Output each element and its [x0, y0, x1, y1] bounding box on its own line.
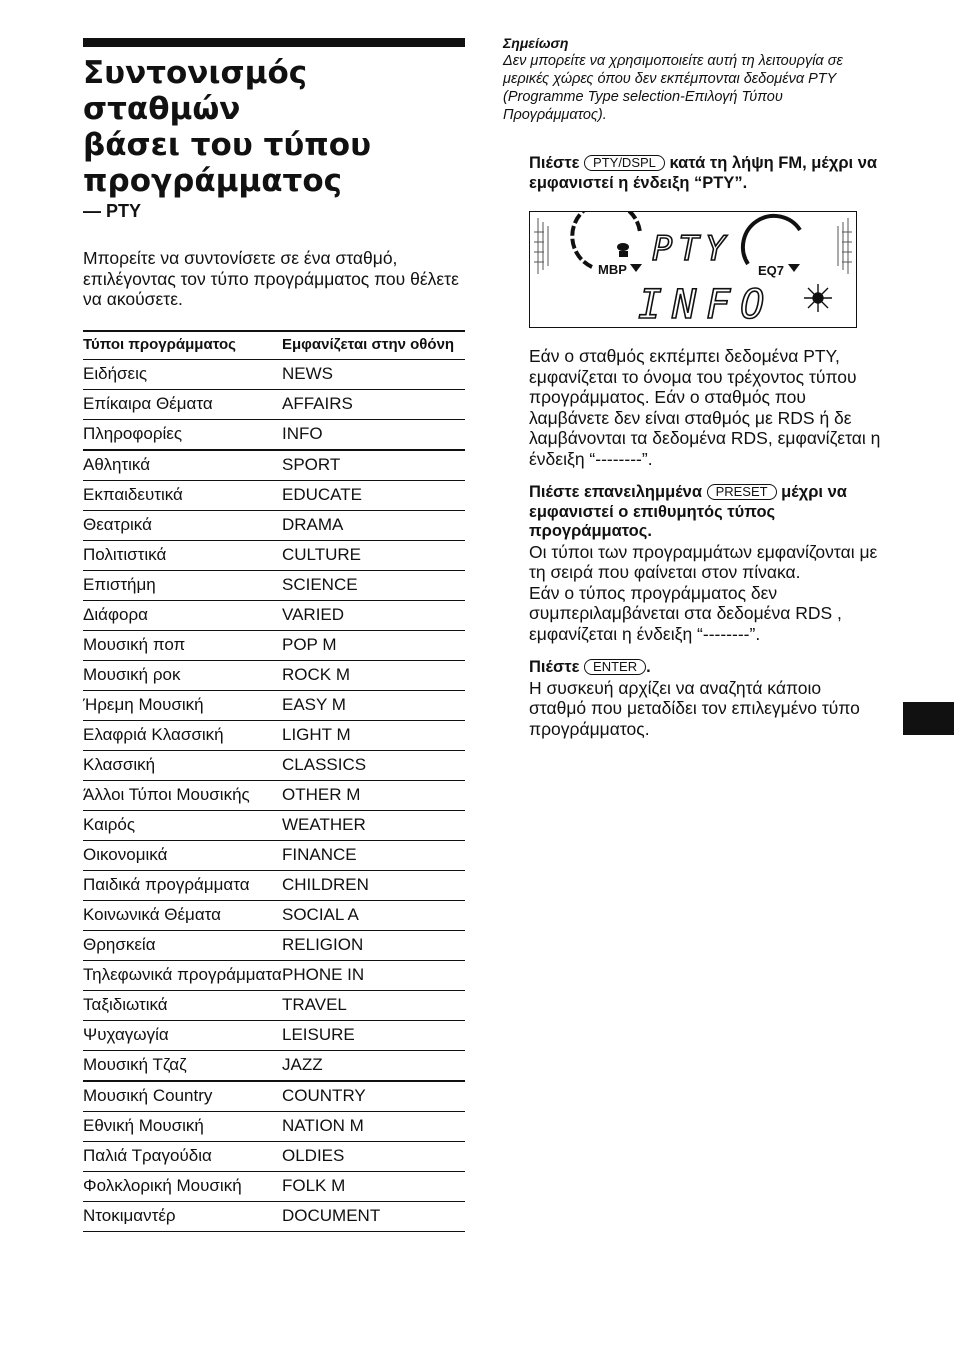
table-row: [83, 780, 465, 810]
program-type-cell: Φολκλορική Μουσική: [83, 1171, 282, 1201]
step-1-pre: Πιέστε: [529, 154, 580, 172]
display-code-cell: FINANCE: [282, 840, 465, 870]
display-code-cell: SCIENCE: [282, 570, 465, 600]
display-code-cell: SPORT: [282, 450, 465, 481]
header-program-type: Τύποι προγράμματος: [83, 331, 282, 360]
lcd-line-2: INFO: [638, 282, 775, 327]
table-row: [83, 359, 465, 389]
table-row: [83, 990, 465, 1020]
display-code-cell: FOLK M: [282, 1171, 465, 1201]
display-code-cell: ROCK M: [282, 660, 465, 690]
lcd-label-mbp: MBP: [598, 262, 627, 277]
program-type-cell: Εκπαιδευτικά: [83, 480, 282, 510]
blink-star-icon: [804, 284, 832, 312]
step-2-instruction: [529, 483, 881, 542]
lcd-label-eq: EQ7: [758, 263, 785, 278]
table-row: [83, 930, 465, 960]
pty-table: [83, 330, 465, 1232]
program-type-cell: Κοινωνικά Θέματα: [83, 900, 282, 930]
program-type-cell: Παλιά Τραγούδια: [83, 1141, 282, 1171]
table-row: [83, 389, 465, 419]
table-row: [83, 1111, 465, 1141]
page-subtitle: — PTY: [83, 201, 142, 221]
program-type-cell: Ψυχαγωγία: [83, 1020, 282, 1050]
table-row: [83, 480, 465, 510]
program-type-cell: Μουσική ροκ: [83, 660, 282, 690]
display-code-cell: EDUCATE: [282, 480, 465, 510]
table-row: [83, 450, 465, 481]
program-type-cell: Μουσική Τζαζ: [83, 1050, 282, 1081]
table-row: [83, 870, 465, 900]
step-2-post: μέχρι να εμφανιστεί ο επιθυμητός τύπος προγράμματος.: [529, 483, 847, 540]
display-code-cell: WEATHER: [282, 810, 465, 840]
lcd-display-illustration: [529, 211, 857, 328]
note-title: Σημείωση: [503, 35, 569, 51]
table-row: [83, 600, 465, 630]
title-line: προγράμματος: [83, 163, 342, 199]
program-type-cell: Εθνική Μουσική: [83, 1111, 282, 1141]
table-row: [83, 810, 465, 840]
steps: [529, 154, 881, 739]
display-code-cell: CLASSICS: [282, 750, 465, 780]
table-row: [83, 1171, 465, 1201]
program-type-cell: Διάφορα: [83, 600, 282, 630]
program-type-cell: Κλασσική: [83, 750, 282, 780]
program-type-cell: Άλλοι Τύποι Μουσικής: [83, 780, 282, 810]
display-code-cell: DRAMA: [282, 510, 465, 540]
table-row: [83, 1141, 465, 1171]
display-code-cell: CULTURE: [282, 540, 465, 570]
display-code-cell: DOCUMENT: [282, 1201, 465, 1231]
display-code-cell: LIGHT M: [282, 720, 465, 750]
program-type-cell: Πολιτιστικά: [83, 540, 282, 570]
table-row: [83, 570, 465, 600]
step-3-pre: Πιέστε: [529, 658, 580, 676]
program-type-cell: Θρησκεία: [83, 930, 282, 960]
lcd-line-1: PTY: [652, 229, 732, 269]
step-1-post: κατά τη λήψη FM, μέχρι να εμφανιστεί η ένδειξη “PTY”.: [529, 154, 878, 192]
table-row: [83, 419, 465, 450]
step-2-description-2: Εάν ο τύπος προγράμματος δεν συμπεριλαμβάνεται στα δεδομένα RDS , εμφανίζεται η ένδειξη “--------”.: [529, 582, 842, 644]
lcd-display-svg: [530, 212, 856, 327]
table-row: [83, 1201, 465, 1231]
step-3-description: Η συσκευή αρχίζει να αναζητά κάποιο σταθμό που μεταδίδει τον επιλεγμένο τύπο προγράμματος.: [529, 677, 860, 739]
display-code-cell: POP M: [282, 630, 465, 660]
intro-paragraph: Μπορείτε να συντονίσετε σε ένα σταθμό, επιλέγοντας τον τύπο προγράμματος που θέλετε να ακούσετε.: [83, 248, 459, 309]
table-row: [83, 750, 465, 780]
display-code-cell: RELIGION: [282, 930, 465, 960]
display-code-cell: OTHER M: [282, 780, 465, 810]
program-type-cell: Καιρός: [83, 810, 282, 840]
title-line: Συντονισμός σταθμών: [83, 55, 308, 127]
table-row: [83, 840, 465, 870]
table-row: [83, 540, 465, 570]
display-code-cell: SOCIAL A: [282, 900, 465, 930]
display-code-cell: OLDIES: [282, 1141, 465, 1171]
table-row: [83, 510, 465, 540]
table-row: [83, 690, 465, 720]
enter-key: ENTER: [584, 659, 646, 675]
display-code-cell: LEISURE: [282, 1020, 465, 1050]
step-3-instruction: [529, 658, 881, 678]
program-type-cell: Παιδικά προγράμματα: [83, 870, 282, 900]
display-code-cell: AFFAIRS: [282, 389, 465, 419]
display-code-cell: EASY M: [282, 690, 465, 720]
program-type-cell: Μουσική Country: [83, 1081, 282, 1112]
program-type-cell: Ειδήσεις: [83, 359, 282, 389]
display-code-cell: CHILDREN: [282, 870, 465, 900]
left-column: [83, 38, 465, 1232]
display-code-cell: PHONE IN: [282, 960, 465, 990]
title-line: βάσει του τύπου: [83, 127, 372, 163]
table-row: [83, 900, 465, 930]
program-type-cell: Οικονομικά: [83, 840, 282, 870]
program-type-cell: Ταξιδιωτικά: [83, 990, 282, 1020]
table-header-row: [83, 331, 465, 360]
table-row: [83, 660, 465, 690]
table-row: [83, 1081, 465, 1112]
program-type-cell: Αθλητικά: [83, 450, 282, 481]
note-text: Δεν μπορείτε να χρησιμοποιείτε αυτή τη λειτουργία σε μερικές χώρες όπου δεν εκπέμπονται δεδομένα PTY (Programme Type selection-Επιλογή Τύπου Προγράμματος).: [503, 53, 843, 123]
title-rule: [83, 38, 465, 47]
table-row: [83, 630, 465, 660]
program-type-cell: Μουσική ποπ: [83, 630, 282, 660]
step-1-description: Εάν ο σταθμός εκπέμπει δεδομένα PTY, εμφανίζεται το όνομα του τρέχοντος τύπου προγράμματος. Εάν ο σταθμός που λαμβάνετε δεν είναι σταθμός με RDS ή δε λαμβάνονται τα δεδομένα RDS, εμφανίζεται η ένδειξη “--------”.: [529, 346, 881, 469]
table-row: [83, 1020, 465, 1050]
display-code-cell: COUNTRY: [282, 1081, 465, 1112]
table-row: [83, 720, 465, 750]
step-1-instruction: [529, 154, 881, 193]
page-title: [83, 55, 465, 199]
program-type-cell: Τηλεφωνικά προγράμματα: [83, 960, 282, 990]
display-code-cell: INFO: [282, 419, 465, 450]
pty-dspl-key: PTY/DSPL: [584, 155, 665, 171]
table-row: [83, 960, 465, 990]
program-type-cell: Ντοκιμαντέρ: [83, 1201, 282, 1231]
preset-key: PRESET: [707, 484, 777, 500]
display-code-cell: JAZZ: [282, 1050, 465, 1081]
program-type-cell: Θεατρικά: [83, 510, 282, 540]
step-2-description-1: Οι τύποι των προγραμμάτων εμφανίζονται με τη σειρά που φαίνεται στον πίνακα.: [529, 541, 878, 582]
program-type-cell: Ήρεμη Μουσική: [83, 690, 282, 720]
display-code-cell: NEWS: [282, 359, 465, 389]
display-code-cell: VARIED: [282, 600, 465, 630]
right-column: [503, 35, 883, 739]
display-code-cell: TRAVEL: [282, 990, 465, 1020]
level-meter-left-icon: [534, 218, 548, 274]
display-code-cell: NATION M: [282, 1111, 465, 1141]
program-type-cell: Πληροφορίες: [83, 419, 282, 450]
level-meter-right-icon: [838, 218, 852, 274]
header-display: Εμφανίζεται στην οθόνη: [282, 331, 465, 360]
section-tab-marker: [903, 702, 954, 735]
step-3-post: .: [646, 658, 651, 676]
table-body: [83, 359, 465, 1231]
step-2-pre: Πιέστε επανειλημμένα: [529, 483, 702, 501]
table-row: [83, 1050, 465, 1081]
program-type-cell: Επίκαιρα Θέματα: [83, 389, 282, 419]
program-type-cell: Ελαφριά Κλασσική: [83, 720, 282, 750]
program-type-cell: Επιστήμη: [83, 570, 282, 600]
